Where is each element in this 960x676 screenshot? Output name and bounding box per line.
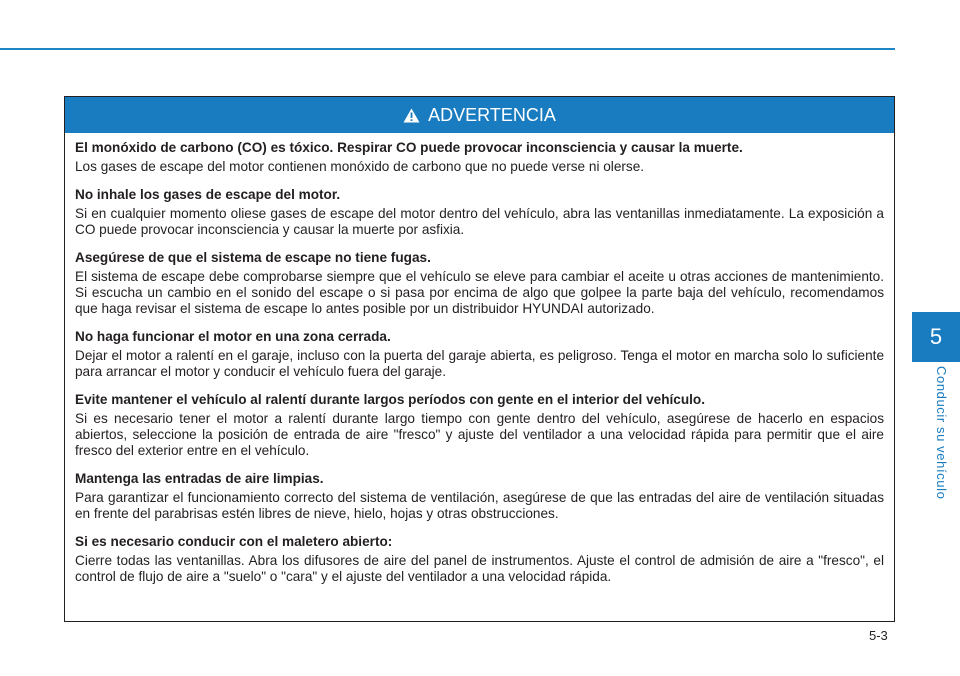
section-heading: Mantenga las entradas de aire limpias. bbox=[75, 471, 324, 486]
section-text: Si es necesario tener el motor a ralentí durante largo tiempo con gente dentro del vehículo, asegúrese de hacerlo en espacios abiertos, seleccione la posición de entrada de aire "fresco" y ajuste del ventilador a una velocidad rápida para permitir que el aire fresco del exterior entre en el vehículo. bbox=[75, 411, 884, 458]
warning-section bbox=[75, 533, 884, 585]
warning-triangle-icon bbox=[403, 108, 420, 123]
warning-body bbox=[65, 133, 894, 585]
warning-header bbox=[65, 97, 894, 133]
warning-section bbox=[75, 249, 884, 317]
section-text: Para garantizar el funcionamiento correcto del sistema de ventilación, asegúrese de que las entradas del aire de ventilación situadas en frente del parabrisas estén libres de nieve, hielo, hojas y otras obstrucciones. bbox=[75, 490, 884, 521]
section-heading: No haga funcionar el motor en una zona cerrada. bbox=[75, 329, 391, 344]
page-number: 5-3 bbox=[869, 628, 888, 643]
warning-section bbox=[75, 470, 884, 522]
section-text: El sistema de escape debe comprobarse siempre que el vehículo se eleve para cambiar el aceite u otras acciones de mantenimiento. Si escucha un cambio en el sonido del escape o si pasa por encima de algo que golpee la parte baja del vehículo, recomendamos que haga revisar el sistema de escape lo antes posible por un distribuidor HYUNDAI autorizado. bbox=[75, 269, 884, 316]
warning-box bbox=[64, 96, 895, 622]
warning-section bbox=[75, 139, 884, 175]
warning-section bbox=[75, 186, 884, 238]
section-heading: Asegúrese de que el sistema de escape no tiene fugas. bbox=[75, 250, 431, 265]
warning-section bbox=[75, 391, 884, 459]
section-text: Si en cualquier momento oliese gases de escape del motor dentro del vehículo, abra las ventanillas inmediatamente. La exposición a CO puede provocar inconsciencia y causar la muerte por asfixia. bbox=[75, 206, 884, 237]
section-heading: Si es necesario conducir con el maletero abierto: bbox=[75, 534, 393, 549]
top-rule bbox=[0, 48, 895, 50]
chapter-number-tab: 5 bbox=[912, 312, 960, 362]
warning-section bbox=[75, 328, 884, 380]
section-heading: Evite mantener el vehículo al ralentí durante largos períodos con gente en el interior del vehículo. bbox=[75, 392, 706, 407]
section-text: Los gases de escape del motor contienen monóxido de carbono que no puede verse ni olerse. bbox=[75, 159, 645, 174]
warning-title: ADVERTENCIA bbox=[428, 104, 556, 125]
section-heading: No inhale los gases de escape del motor. bbox=[75, 187, 341, 202]
section-heading: El monóxido de carbono (CO) es tóxico. Respirar CO puede provocar inconsciencia y causar la muerte. bbox=[75, 140, 743, 155]
section-text: Dejar el motor a ralentí en el garaje, incluso con la puerta del garaje abierta, es peligroso. Tenga el motor en marcha solo lo suficiente para arrancar el motor y conducir el vehículo fuera del garaje. bbox=[75, 348, 884, 379]
section-text: Cierre todas las ventanillas. Abra los difusores de aire del panel de instrumentos. Ajuste el control de admisión de aire a "fresco", el control de flujo de aire a "suelo" o "cara" y el ajuste del ventilador a una velocidad rápida. bbox=[75, 553, 884, 584]
chapter-title: Conducir su vehículo bbox=[934, 366, 949, 500]
